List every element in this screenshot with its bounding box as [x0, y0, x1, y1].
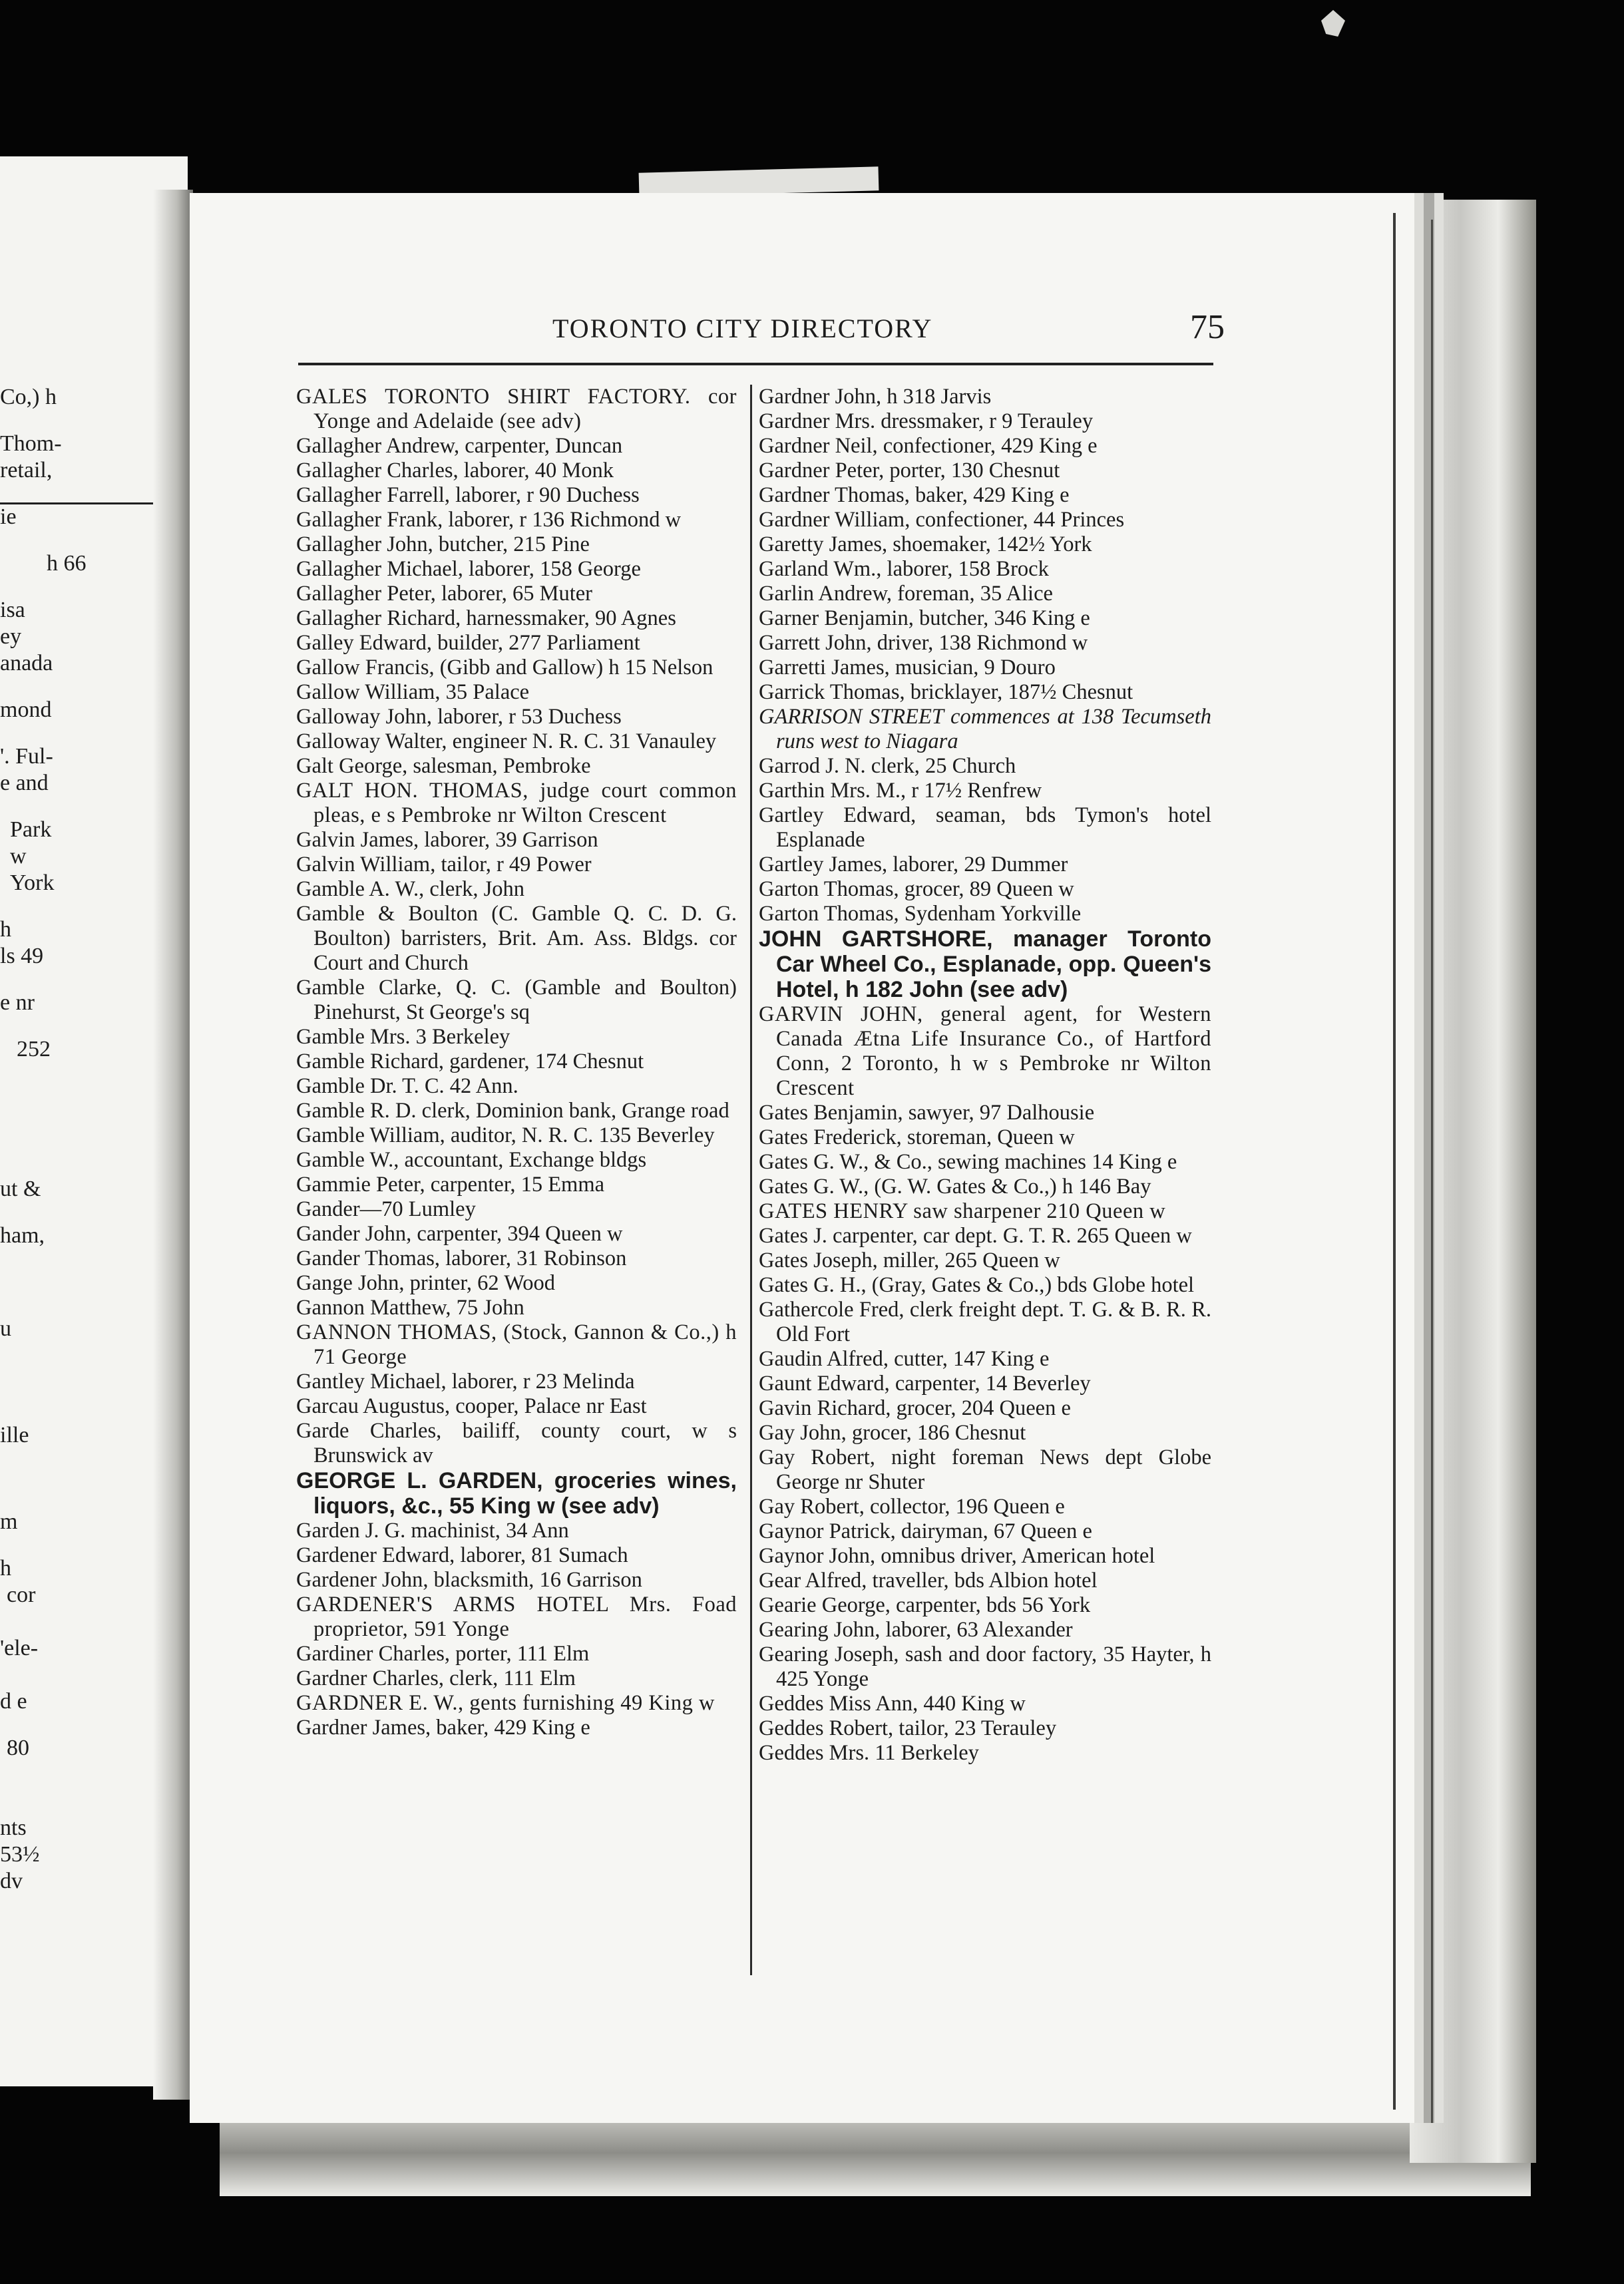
page-stack-edge [1410, 200, 1536, 2163]
directory-entry: GEORGE L. GARDEN, groceries wines, liquors, &c., 55 King w (see adv) [296, 1468, 737, 1519]
left-page-fragment: ham, [0, 1223, 45, 1248]
directory-entry: Gardner Thomas, baker, 429 King e [759, 483, 1070, 507]
directory-entry: Gates G. H., (Gray, Gates & Co.,) bds Globe hotel [759, 1273, 1195, 1297]
directory-entry: Gallagher Peter, laborer, 65 Muter [296, 582, 593, 606]
directory-entry: Gates Frederick, storeman, Queen w [759, 1125, 1075, 1149]
directory-entry: Gallagher John, butcher, 215 Pine [296, 532, 590, 556]
left-page-fragment: isa [0, 598, 25, 622]
directory-entry: Gammie Peter, carpenter, 15 Emma [296, 1173, 605, 1197]
directory-entry: Galvin William, tailor, r 49 Power [296, 853, 592, 876]
directory-entry: Galloway John, laborer, r 53 Duchess [296, 705, 622, 729]
directory-entry: Gates Joseph, miller, 265 Queen w [759, 1248, 1060, 1272]
directory-entry: GARRISON STREET commences at 138 Tecumseth runs west to Niagara [759, 705, 1211, 753]
directory-entry: Galt George, salesman, Pembroke [296, 754, 591, 778]
directory-entry: Gartley Edward, seaman, bds Tymon's hotel Esplanade [759, 803, 1211, 852]
left-page-fragment: 80 [7, 1736, 29, 1760]
left-page-fragment: m [0, 1509, 18, 1534]
book-gutter [153, 190, 193, 2100]
directory-entry: Gallagher Frank, laborer, r 136 Richmond w [296, 508, 682, 532]
directory-entry: Garrod J. N. clerk, 25 Church [759, 754, 1016, 778]
left-page-fragment: h 66 [47, 551, 87, 576]
directory-entry: Geddes Miss Ann, 440 King w [759, 1692, 1026, 1716]
column-divider [750, 385, 752, 1975]
directory-entry: Galley Edward, builder, 277 Parliament [296, 631, 640, 655]
directory-entry: Gamble Richard, gardener, 174 Chesnut [296, 1049, 644, 1073]
left-page-fragment: w [10, 844, 27, 868]
left-page-fragment: ls 49 [0, 944, 44, 968]
directory-entry: Gearing John, laborer, 63 Alexander [759, 1618, 1073, 1642]
directory-entry: Gardner Charles, clerk, 111 Elm [296, 1666, 576, 1690]
directory-entry: Gander Thomas, laborer, 31 Robinson [296, 1246, 627, 1270]
directory-entry: Gange John, printer, 62 Wood [296, 1271, 556, 1295]
directory-entry: Gallagher Richard, harnessmaker, 90 Agnes [296, 606, 676, 630]
running-title: TORONTO CITY DIRECTORY [552, 313, 933, 343]
left-page-fragment: u [0, 1316, 11, 1341]
directory-entry: Gamble Dr. T. C. 42 Ann. [296, 1074, 518, 1098]
left-page-fragment: 'ele- [0, 1636, 39, 1660]
directory-entry: Gamble Clarke, Q. C. (Gamble and Boulton) Pinehurst, St George's sq [296, 976, 737, 1024]
directory-entry: Gear Alfred, traveller, bds Albion hotel [759, 1569, 1098, 1593]
directory-entry: Gaunt Edward, carpenter, 14 Beverley [759, 1372, 1091, 1396]
directory-entry: Gaynor John, omnibus driver, American hotel [759, 1544, 1155, 1568]
directory-entry: Gamble & Boulton (C. Gamble Q. C. D. G. Boulton) barristers, Brit. Am. Ass. Bldgs. cor Court and Church [296, 902, 737, 975]
directory-entry: Gallow Francis, (Gibb and Gallow) h 15 Nelson [296, 656, 713, 679]
left-page-fragment: Park [10, 817, 52, 842]
directory-entry: Gates G. W., (G. W. Gates & Co.,) h 146 Bay [759, 1175, 1151, 1199]
directory-entry: Gardner Peter, porter, 130 Chesnut [759, 459, 1060, 482]
directory-entry: Gamble R. D. clerk, Dominion bank, Grange road [296, 1099, 729, 1123]
directory-entry: Gander—70 Lumley [296, 1197, 476, 1221]
left-page-fragment: ie [0, 504, 17, 529]
directory-entry: Gardner John, h 318 Jarvis [759, 385, 992, 409]
directory-entry: Garner Benjamin, butcher, 346 King e [759, 606, 1090, 630]
directory-entry: Gay John, grocer, 186 Chesnut [759, 1421, 1026, 1445]
directory-entry: Gallagher Andrew, carpenter, Duncan [296, 434, 623, 458]
directory-entry: Gartley James, laborer, 29 Dummer [759, 853, 1068, 876]
left-page-fragment: ille [0, 1423, 29, 1447]
directory-entry: Galvin James, laborer, 39 Garrison [296, 828, 598, 852]
directory-entry: Gardner Mrs. dressmaker, r 9 Terauley [759, 409, 1094, 433]
right-column [759, 385, 1211, 1766]
page-tear [639, 166, 879, 196]
header-rule [298, 363, 1213, 365]
left-column [296, 385, 737, 1740]
directory-entry: Gaudin Alfred, cutter, 147 King e [759, 1347, 1050, 1371]
directory-entry: Gearing Joseph, sash and door factory, 35 Hayter, h 425 Yonge [759, 1642, 1211, 1691]
directory-entry: Garton Thomas, Sydenham Yorkville [759, 902, 1082, 926]
left-page-fragment: 252 [17, 1037, 51, 1061]
directory-entry: Gardner William, confectioner, 44 Princes [759, 508, 1125, 532]
directory-entry: GALES TORONTO SHIRT FACTORY. cor Yonge and Adelaide (see adv) [296, 385, 737, 433]
directory-entry: Garrick Thomas, bricklayer, 187½ Chesnut [759, 680, 1133, 704]
directory-entry: Gallagher Charles, laborer, 40 Monk [296, 459, 614, 482]
directory-entry: GALT HON. THOMAS, judge court common pleas, e s Pembroke nr Wilton Crescent [296, 779, 737, 827]
left-page-fragment: York [10, 870, 55, 895]
directory-entry: Garland Wm., laborer, 158 Brock [759, 557, 1049, 581]
directory-entry: Garetty James, shoemaker, 142½ York [759, 532, 1092, 556]
left-page-fragment: dv [0, 1869, 23, 1893]
directory-entry: Gaynor Patrick, dairyman, 67 Queen e [759, 1519, 1092, 1543]
directory-entry: Gardner James, baker, 429 King e [296, 1716, 590, 1740]
directory-entry: Gamble W., accountant, Exchange bldgs [296, 1148, 647, 1172]
left-page-fragment: e and [0, 771, 49, 795]
directory-entry: GARDENER'S ARMS HOTEL Mrs. Foad proprietor, 591 Yonge [296, 1593, 737, 1641]
directory-entry: GARDNER E. W., gents furnishing 49 King w [296, 1691, 715, 1715]
directory-entry: Gay Robert, night foreman News dept Globe George nr Shuter [759, 1445, 1211, 1494]
directory-entry: Garlin Andrew, foreman, 35 Alice [759, 582, 1053, 606]
directory-entry: Garton Thomas, grocer, 89 Queen w [759, 877, 1074, 901]
directory-entry: Galloway Walter, engineer N. R. C. 31 Vanauley [296, 729, 717, 753]
directory-entry: Gay Robert, collector, 196 Queen e [759, 1495, 1065, 1519]
left-page-fragment: '. Ful- [0, 744, 53, 769]
left-page-fragment: 53½ [0, 1842, 40, 1867]
directory-entry: Garcau Augustus, cooper, Palace nr East [296, 1394, 647, 1418]
directory-entry: Gardener John, blacksmith, 16 Garrison [296, 1568, 642, 1592]
directory-entry: Gates G. W., & Co., sewing machines 14 King e [759, 1150, 1177, 1174]
directory-entry: Gavin Richard, grocer, 204 Queen e [759, 1396, 1071, 1420]
directory-entry: Garden J. G. machinist, 34 Ann [296, 1519, 569, 1543]
left-page-fragment: retail, [0, 458, 53, 482]
left-page-fragment: e nr [0, 990, 35, 1015]
directory-entry: Gamble Mrs. 3 Berkeley [296, 1025, 510, 1049]
directory-entry: GANNON THOMAS, (Stock, Gannon & Co.,) h 71 George [296, 1320, 737, 1369]
left-page-fragment: mond [0, 697, 52, 722]
left-page-fragment: cor [7, 1583, 36, 1607]
directory-entry: Gallagher Farrell, laborer, r 90 Duchess [296, 483, 640, 507]
directory-entry: Gantley Michael, laborer, r 23 Melinda [296, 1370, 635, 1394]
directory-entry: GATES HENRY saw sharpener 210 Queen w [759, 1199, 1166, 1223]
directory-entry: Gannon Matthew, 75 John [296, 1296, 524, 1320]
directory-entry: Garrett John, driver, 138 Richmond w [759, 631, 1088, 655]
directory-entry: Geddes Mrs. 11 Berkeley [759, 1741, 979, 1765]
directory-entry: Gathercole Fred, clerk freight dept. T. G. & B. R. R. Old Fort [759, 1298, 1211, 1346]
left-page-fragment: d e [0, 1689, 27, 1714]
directory-entry: Gardner Neil, confectioner, 429 King e [759, 434, 1098, 458]
left-page-fragment: Co,) h [0, 385, 57, 409]
directory-entry: JOHN GARTSHORE, manager Toronto Car Wheel Co., Esplanade, opp. Queen's Hotel, h 182 John (see adv) [759, 926, 1211, 1002]
directory-entry: Gallow William, 35 Palace [296, 680, 530, 704]
page-number: 75 [1190, 308, 1225, 346]
page-edge-line [1393, 213, 1396, 2110]
corner-blemish [1321, 10, 1345, 37]
directory-entry: GARVIN JOHN, general agent, for Western Canada Ætna Life Insurance Co., of Hartford Conn, 2 Toronto, h w s Pembroke nr Wilton Crescent [759, 1002, 1211, 1100]
directory-entry: Gander John, carpenter, 394 Queen w [296, 1222, 623, 1246]
directory-entry: Gates Benjamin, sawyer, 97 Dalhousie [759, 1101, 1095, 1125]
left-page-fragment: Thom- [0, 431, 62, 456]
left-page-fragment: anada [0, 651, 53, 675]
directory-entry: Gallagher Michael, laborer, 158 George [296, 557, 641, 581]
directory-entry: Gamble William, auditor, N. R. C. 135 Beverley [296, 1123, 715, 1147]
directory-entry: Garretti James, musician, 9 Douro [759, 656, 1056, 679]
directory-entry: Gamble A. W., clerk, John [296, 877, 525, 901]
directory-entry: Gardiner Charles, porter, 111 Elm [296, 1642, 590, 1666]
left-page-fragment: h [0, 1556, 11, 1581]
left-page-fragment: ut & [0, 1177, 41, 1201]
left-page-fragment: h [0, 917, 11, 942]
left-page-fragment: ey [0, 624, 22, 649]
directory-entry: Geddes Robert, tailor, 23 Terauley [759, 1716, 1057, 1740]
directory-entry: Gates J. carpenter, car dept. G. T. R. 265 Queen w [759, 1224, 1192, 1248]
directory-entry: Gardener Edward, laborer, 81 Sumach [296, 1543, 628, 1567]
page-header [300, 308, 1225, 353]
directory-entry: Garde Charles, bailiff, county court, w s Brunswick av [296, 1419, 737, 1467]
directory-entry: Gearie George, carpenter, bds 56 York [759, 1593, 1091, 1617]
left-page-fragment: nts [0, 1815, 27, 1840]
directory-entry: Garthin Mrs. M., r 17½ Renfrew [759, 779, 1042, 803]
page-edge-line-outer [1431, 220, 1433, 2123]
